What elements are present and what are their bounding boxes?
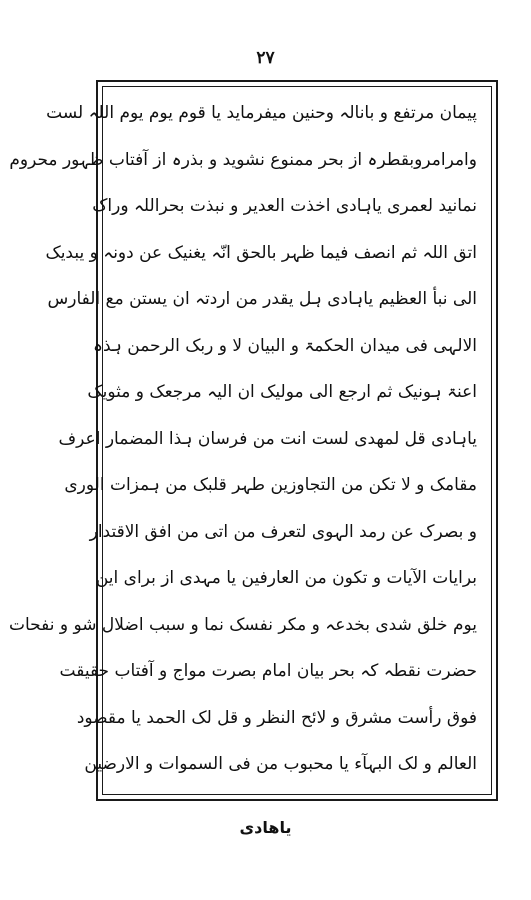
text-frame-inner-rule: [9, 86, 492, 795]
manuscript-text: [9, 93, 477, 784]
text-line: اتق اللہ ثم انصف فیما ظہر بالحق انّہ یغنیک عن دونہ و یبدیک: [45, 242, 477, 263]
text-line: مقامک و لا تکن من التجاوزین طہر قلبک من ہمزات الوری: [64, 475, 477, 495]
text-line: العالم و لک البہآء یا محبوب من فی السموات و الارضین: [84, 754, 477, 774]
text-line: الالہی فی میدان الحکمۃ و البیان لا و ربک الرحمن ہذہ: [93, 335, 477, 356]
text-line: یوم خلق شدی بخدعہ و مکر نفسک نما و سبب اضلال شو و نفحات: [9, 614, 477, 635]
catchword-footer: یاهادی: [239, 818, 292, 837]
text-line: نمانید لعمری یاہادی اخذت العدیر و نبذت بحراللہ وراک: [92, 196, 477, 216]
text-line: فوق رأست مشرق و لائح النظر و قل لک الحمد یا مقصود: [76, 707, 477, 728]
text-line: و بصرک عن رمد الہوی لتعرف من اتی من افق الاقتدار: [89, 521, 477, 542]
text-line: وامرامروبقطرہ از بحر ممنوع نشوید و بذرہ از آفتاب ظہور محروم: [9, 149, 477, 170]
text-line: یاہادی قل لمھدی لست انت من فرسان ہذا المضمار اعرف: [58, 428, 477, 449]
text-line: پیمان مرتفع و بانالہ وحنین میفرماید یا قوم یوم یوم اللہ لست: [46, 103, 477, 123]
text-line: الی نبأ العظیم یاہادی ہل یقدر من اردتہ ان یستن مع الفارس: [47, 289, 477, 309]
text-line: اعنۃ ہونیک ثم ارجع الی مولیک ان الیہ مرجعک و مثویک: [87, 382, 477, 402]
text-frame: [9, 80, 498, 801]
page-number: ۲۷: [256, 48, 275, 68]
text-line: حضرت نقطہ کہ بحر بیان امام بصرت مواج و آفتاب حقیقت: [59, 661, 477, 681]
text-line: برایات الآیات و تکون من العارفین یا مہدی از برای این: [95, 568, 477, 588]
